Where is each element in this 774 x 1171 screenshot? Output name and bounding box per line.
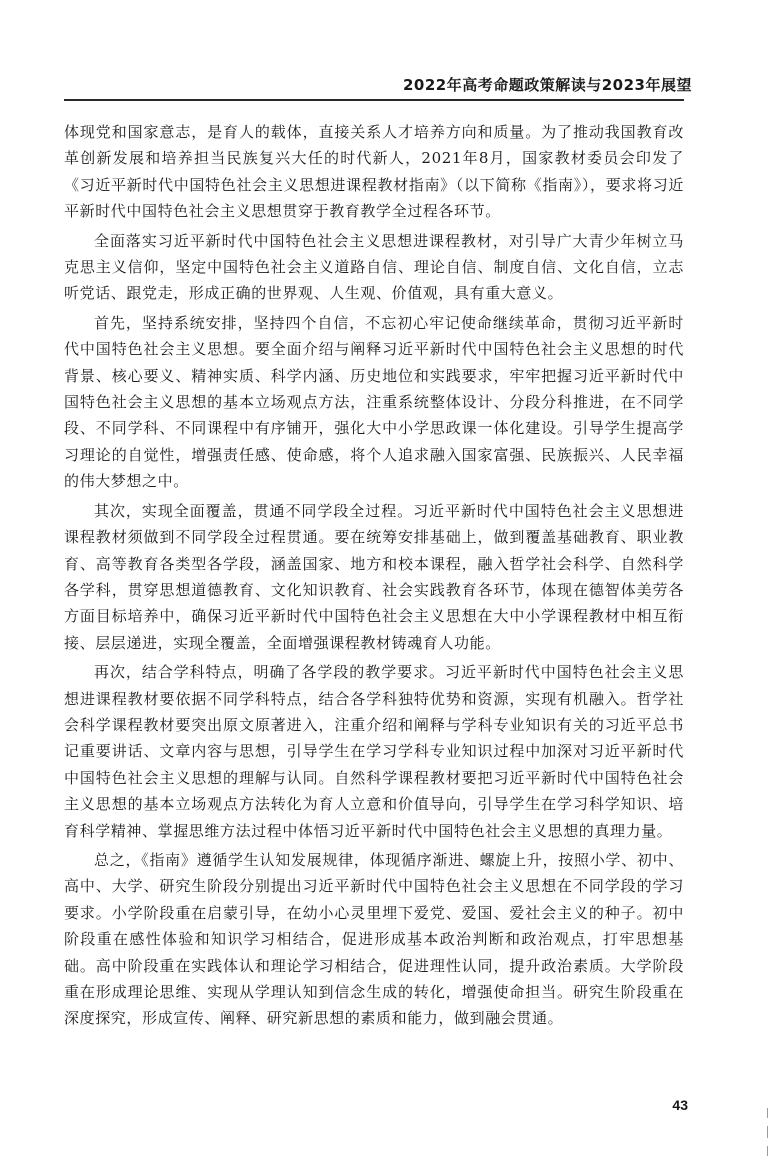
body-text: [64, 119, 684, 1035]
paragraph-summary: 总之，《指南》遵循学生认知发展规律，体现循序渐进、螺旋上升，按照小学、初中、高中、大学、研究生阶段分别提出习近平新时代中国特色社会主义思想在不同学段的学习要求。小学阶段重在启蒙引导，在幼小心灵里埋下爱党、爱国、爱社会主义的种子。初中阶段重在感性体验和知识学习相结合，促进形成基本政治判断和政治观点，打牢思想基础。高中阶段重在实践体认和理论学习相结合，促进理性认同，提升政治素质。大学阶段重在形成理论思维、实现从学理认知到信念生成的转化，增强使命担当。研究生阶段重在深度探究，形成宣传、阐释、研究新思想的素质和能力，做到融会贯通。: [64, 850, 684, 1028]
running-header: 2022年高考命题政策解读与2023年展望: [403, 76, 692, 94]
paragraph-first-point: 首先，坚持系统安排，坚持四个自信，不忘初心牢记使命继续革命，贯彻习近平新时代中国特色社会主义思想。要全面介绍与阐释习近平新时代中国特色社会主义思想的时代背景、核心要义、精神实质、科学内涵、历史地位和实践要求，牢牢把握习近平新时代中国特色社会主义思想的基本立场观点方法，注重系统整体设计、分段分科推进，在不同学段、不同学科、不同课程中有序铺开，强化大中小学思政课一体化建设。引导学生提高学习理论的自觉性，增强责任感、使命感，将个人追求融入国家富强、民族振兴、人民幸福的伟大梦想之中。: [64, 313, 684, 491]
paragraph-second-point: 其次，实现全面覆盖，贯通不同学段全过程。习近平新时代中国特色社会主义思想进课程教材须做到不同学段全过程贯通。要在统筹安排基础上，做到覆盖基础教育、职业教育、高等教育各类型各学段，涵盖国家、地方和校本课程，融入哲学社会科学、自然科学各学科，贯穿思想道德教育、文化知识教育、社会实践教育各环节，体现在德智体美劳各方面目标培养中，确保习近平新时代中国特色社会主义思想在大中小学课程教材中相互衔接、层层递进，实现全覆盖，全面增强课程教材铸魂育人功能。: [64, 501, 684, 652]
binding-edge-mark: [767, 1108, 768, 1118]
paragraph-third-point: 再次，结合学科特点，明确了各学段的教学要求。习近平新时代中国特色社会主义思想进课程教材要依据不同学科特点，结合各学科独特优势和资源，实现有机融入。哲学社会科学课程教材要突出原文原著进入，注重介绍和阐释与学科专业知识有关的习近平总书记重要讲话、文章内容与思想，引导学生在学习学科专业知识过程中加深对习近平新时代中国特色社会主义思想的理解与认同。自然科学课程教材要把习近平新时代中国特色社会主义思想的基本立场观点方法转化为育人立意和价值导向，引导学生在学习科学知识、培育科学精神、掌握思维方法过程中体悟习近平新时代中国特色社会主义思想的真理力量。: [64, 663, 684, 840]
header-rule: [64, 99, 684, 101]
paragraph-continuation: 体现党和国家意志，是育人的载体，直接关系人才培养方向和质量。为了推动我国教育改革创新发展和培养担当民族复兴大任的时代新人，2021年8月，国家教材委员会印发了《习近平新时代中国特色社会主义思想进课程教材指南》（以下简称《指南》），要求将习近平新时代中国特色社会主义思想贯穿于教育教学全过程各环节。: [64, 123, 684, 221]
binding-edge-mark: [767, 1146, 768, 1156]
page-number: 43: [672, 1097, 688, 1113]
paragraph-significance: 全面落实习近平新时代中国特色社会主义思想进课程教材，对引导广大青少年树立马克思主义信仰，坚定中国特色社会主义道路自信、理论自信、制度自信、文化自信，立志听党话、跟党走，形成正确的世界观、人生观、价值观，具有重大意义。: [64, 231, 684, 303]
binding-edge-mark: [767, 1126, 768, 1138]
